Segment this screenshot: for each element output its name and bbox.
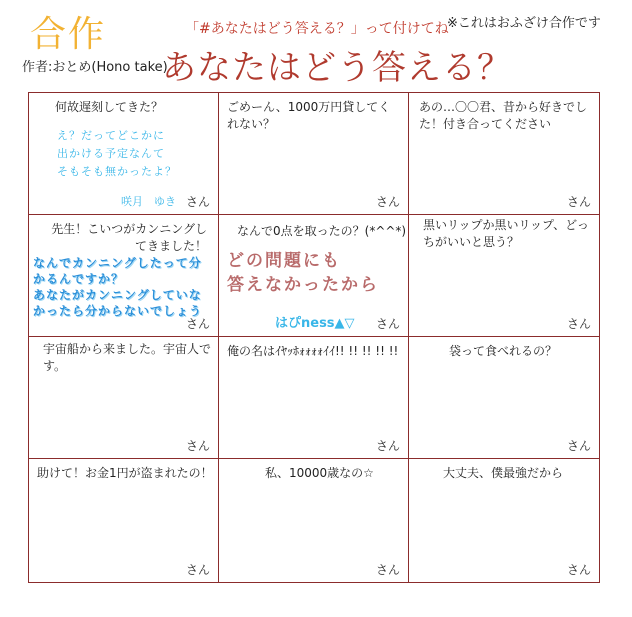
grid-cell-7 (29, 337, 219, 459)
answer-line: なんでカンニングしたって分 (33, 256, 202, 270)
answer-line: あなたがカンニングしていな (33, 288, 202, 302)
disclaimer-note: ※これはおふざけ合作です (447, 16, 601, 31)
grid-cell-4 (29, 215, 219, 337)
san-suffix: さん (185, 563, 210, 577)
answer-line: かるんですか？ (33, 272, 125, 286)
grid-cell-9 (409, 337, 599, 459)
grid-cell-5 (219, 215, 409, 337)
grid-cell-1 (29, 93, 219, 215)
answer-line: そもそも無かったよ？ (57, 165, 177, 178)
cell-question: ごめーん、1000万円貸してくれない？ (227, 100, 391, 131)
grid-cell-3 (409, 93, 599, 215)
san-suffix: さん (185, 317, 210, 331)
answer-line: え？だってどこかに (57, 129, 165, 142)
handwritten-answer (227, 249, 379, 297)
page-title: あなたはどう答える？ (162, 48, 512, 88)
san-suffix: さん (566, 439, 591, 453)
cell-question: 先生！こいつがカンニングしてきました！ (51, 222, 207, 253)
cell-question: 俺の名はｲﾔｯﾎｫｫｫｫｲｲ!! !! !! !! !! (227, 344, 399, 358)
handwritten-answer (33, 255, 219, 319)
handwritten-answer (57, 127, 177, 181)
cell-question: あの…〇〇君、昔から好きでした！付き合ってください (419, 100, 588, 131)
cell-question: 宇宙船から来ました。宇宙人です。 (43, 342, 212, 373)
grid-cell-6 (409, 215, 599, 337)
cell-question: 助けて！お金1円が盗まれたの！ (37, 466, 213, 480)
san-suffix: さん (566, 563, 591, 577)
answer-signature: 咲月 ゆき (121, 195, 176, 208)
grid-cell-10 (29, 459, 219, 582)
answer-line: かったら分からないでしょう (33, 304, 203, 318)
grid-cell-11 (219, 459, 409, 582)
answer-signature: はぴness▲▽ (275, 316, 355, 331)
cell-question: 何故遅刻してきた？ (55, 100, 164, 114)
author-credit: 作者:おとめ(Hono take) (22, 60, 168, 75)
answer-grid (28, 92, 600, 583)
san-suffix: さん (375, 195, 400, 209)
san-suffix: さん (185, 439, 210, 453)
hashtag-tagline: 「#あなたはどう答える？」って付けてね (185, 21, 449, 37)
san-suffix: さん (375, 563, 400, 577)
san-suffix: さん (375, 439, 400, 453)
cell-question: 私、10000歳なの☆ (265, 466, 374, 480)
san-suffix: さん (566, 195, 591, 209)
san-suffix: さん (566, 317, 591, 331)
cell-question: 袋って食べれるの？ (449, 344, 558, 358)
grid-cell-12 (409, 459, 599, 582)
answer-line: 出かける予定なんて (57, 147, 165, 160)
cell-question: 黒いリップか黒いリップ、どっちがいいと思う？ (423, 218, 589, 249)
san-suffix: さん (375, 317, 400, 331)
answer-line: 答えなかったから (227, 275, 379, 295)
san-suffix: さん (185, 195, 210, 209)
answer-line: どの問題にも (227, 251, 341, 271)
cell-question: なんで0点を取ったの？(*^^*) (237, 224, 407, 238)
collab-label: 合作 (30, 14, 107, 55)
cell-question: 大丈夫、僕最強だから (443, 466, 564, 480)
grid-cell-2 (219, 93, 409, 215)
grid-cell-8 (219, 337, 409, 459)
